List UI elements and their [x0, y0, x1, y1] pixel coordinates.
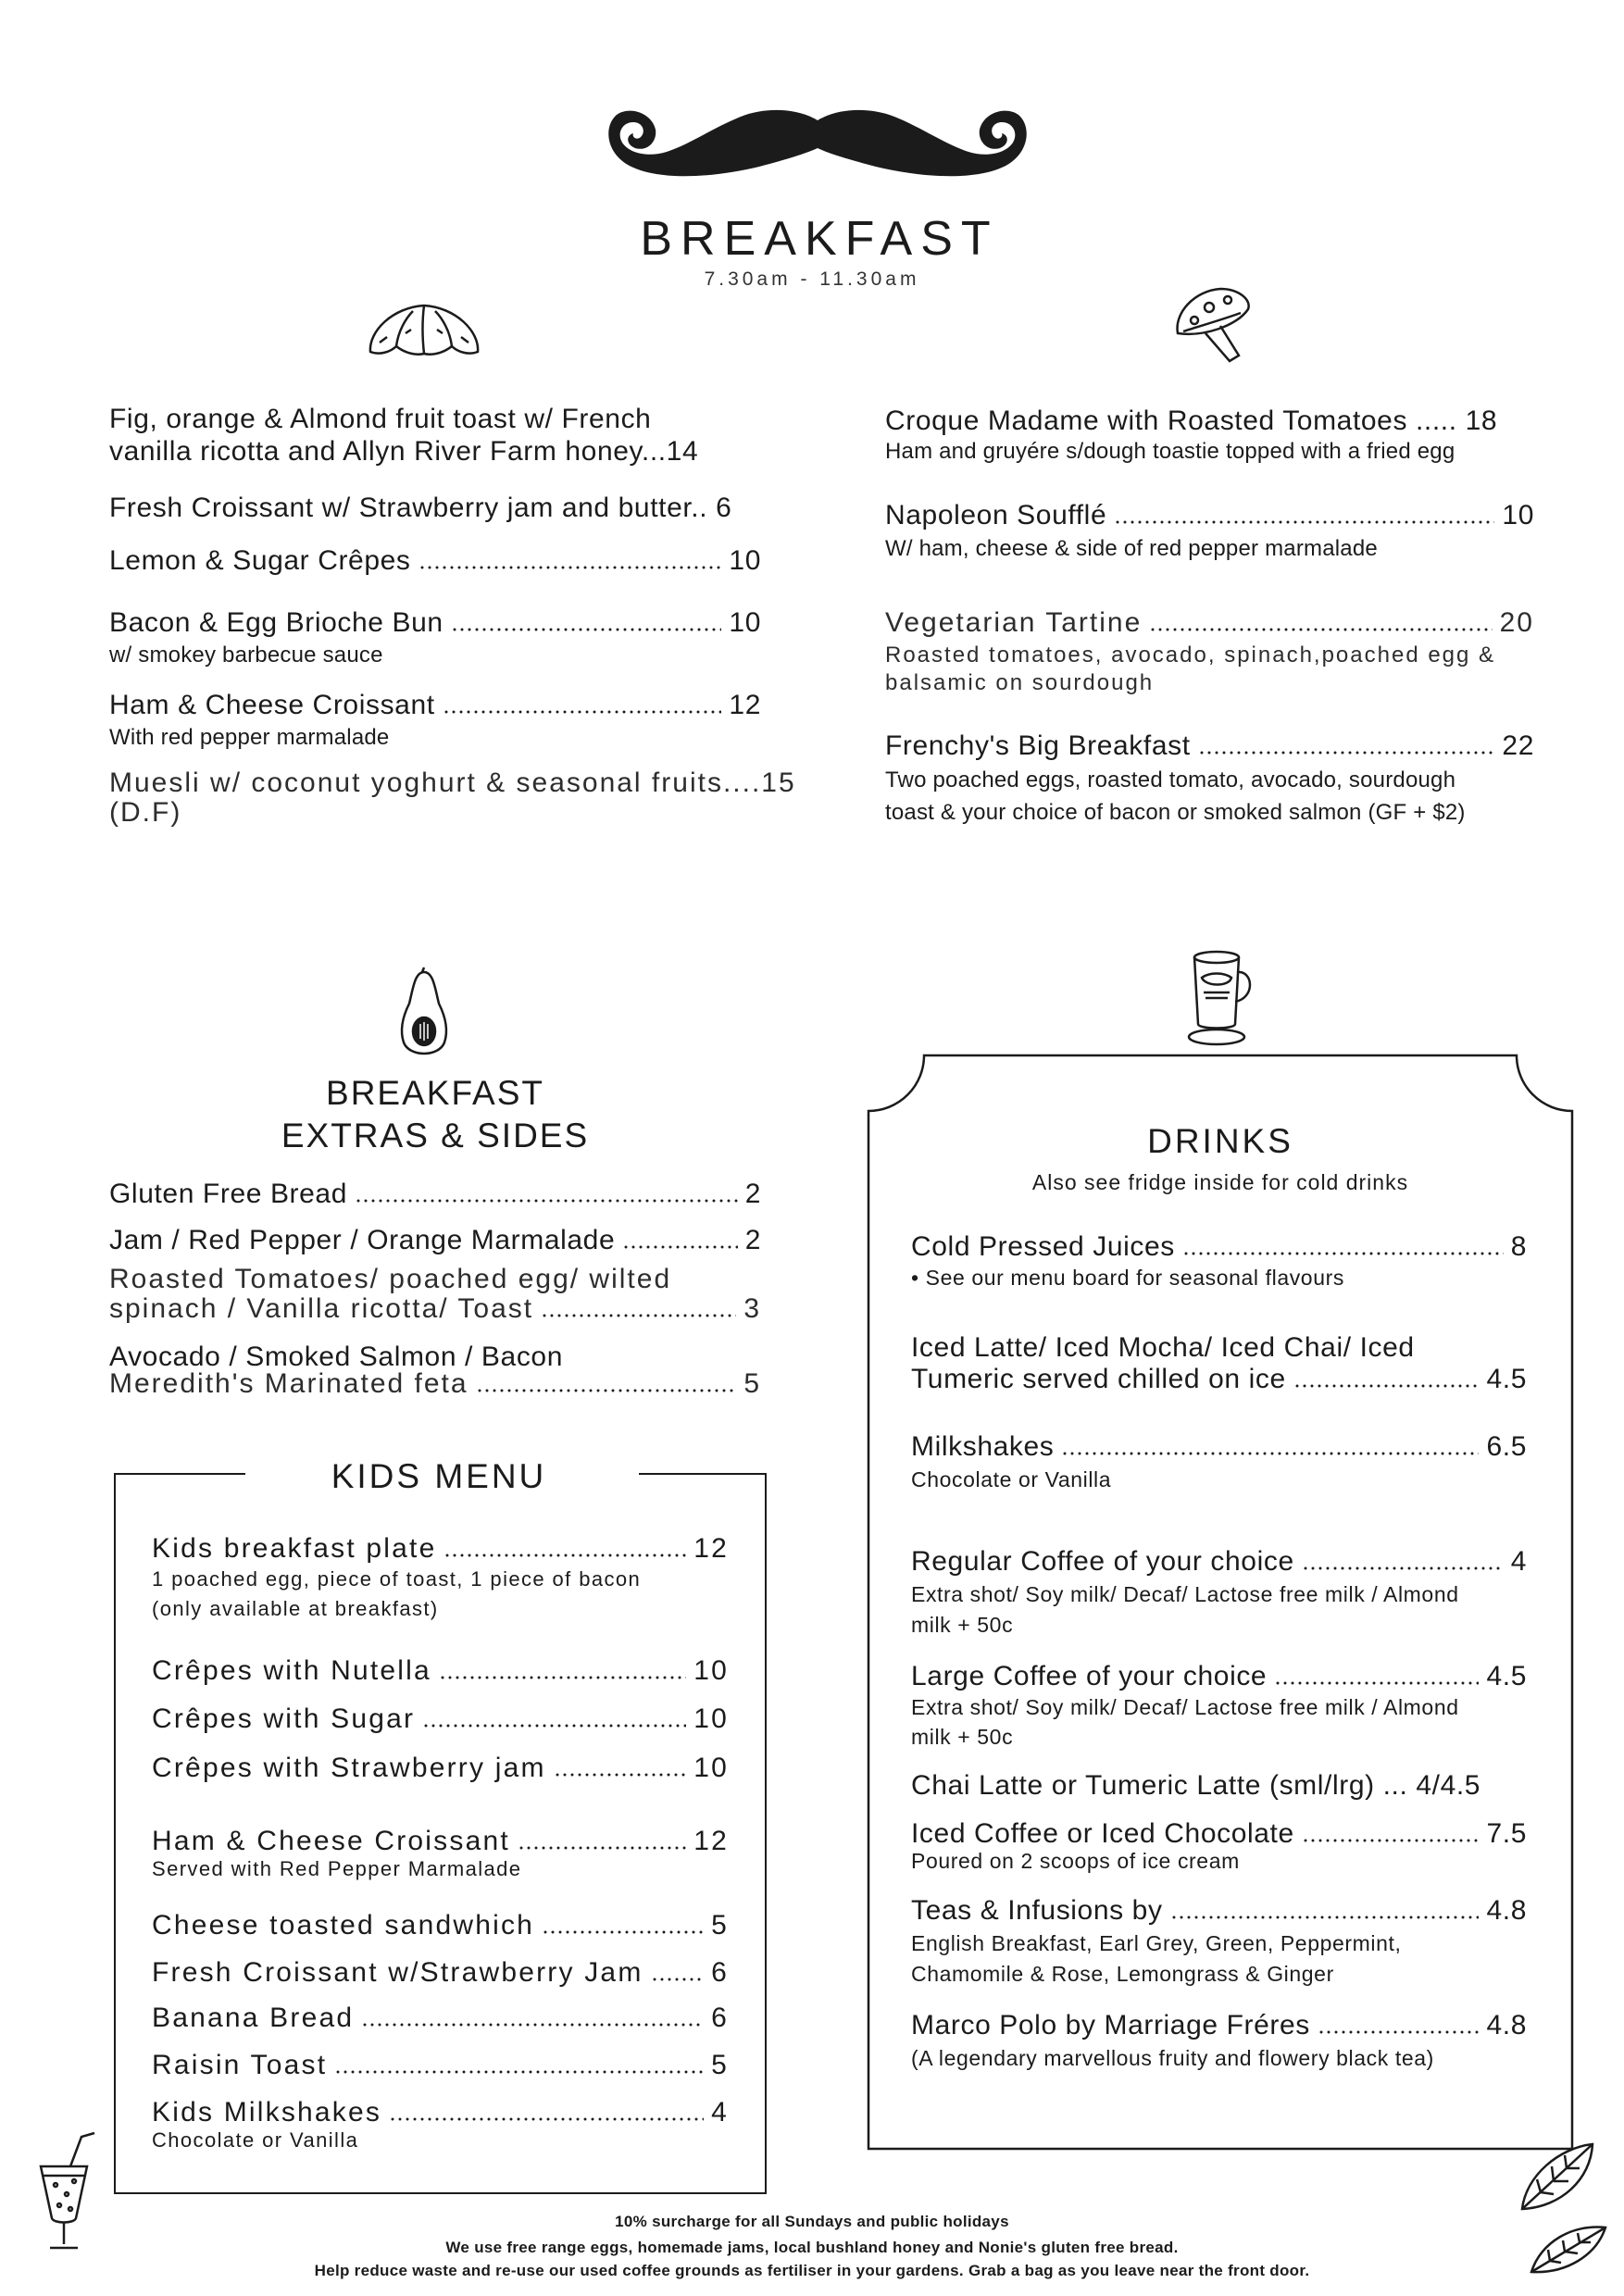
menu-item-name: (D.F)	[109, 797, 182, 828]
kids-menu-heading: KIDS MENU	[331, 1457, 547, 1495]
menu-item-name: Napoleon Soufflé	[885, 500, 1107, 530]
dot-leader	[1114, 520, 1494, 524]
menu-item-description: milk + 50c	[911, 1725, 1014, 1749]
menu-item-name: Regular Coffee of your choice	[911, 1546, 1294, 1577]
menu-item-price: 8	[1510, 1231, 1527, 1262]
dot-leader	[651, 1978, 705, 1981]
menu-item-name: Gluten Free Bread	[109, 1179, 347, 1209]
menu-item-name: Vegetarian Tartine	[885, 607, 1143, 638]
menu-item-name: vanilla ricotta and Allyn River Farm honey...14	[109, 436, 699, 467]
footer-coffee-grounds-note: Help reduce waste and re-use our used coffee grounds as fertiliser in your gardens. Grab a bag as you leave near the front door.	[314, 2262, 1310, 2279]
menu-item-name: Milkshakes	[911, 1431, 1055, 1462]
menu-item-price: 5	[743, 1368, 761, 1399]
menu-item-price: 20	[1499, 607, 1534, 638]
menu-item-description: Extra shot/ Soy milk/ Decaf/ Lactose free milk / Almond	[911, 1582, 1459, 1606]
dot-leader	[1293, 1384, 1480, 1388]
menu-item-price: 10	[729, 607, 761, 638]
menu-item-name: Lemon & Sugar Crêpes	[109, 545, 411, 576]
footer-surcharge-note: 10% surcharge for all Sundays and public holidays	[615, 2213, 1009, 2230]
extras-heading-line1: BREAKFAST	[326, 1074, 544, 1112]
menu-item-name: Raisin Toast	[152, 2050, 328, 2080]
dot-leader	[542, 1930, 704, 1934]
menu-item-name: Teas & Infusions by	[911, 1895, 1163, 1926]
dot-leader	[361, 2023, 704, 2027]
menu-item-name: Frenchy's Big Breakfast	[885, 730, 1191, 761]
dot-leader	[541, 1314, 736, 1317]
dot-leader	[443, 1554, 686, 1557]
menu-item-description: toast & your choice of bacon or smoked salmon (GF + $2)	[885, 800, 1466, 825]
menu-item-name: spinach / Vanilla ricotta/ Toast	[109, 1293, 534, 1324]
menu-item-description: Chocolate or Vanilla	[911, 1467, 1112, 1491]
drinks-heading: DRINKS	[1147, 1122, 1293, 1160]
dot-leader	[1274, 1681, 1479, 1685]
menu-item-name: Fresh Croissant w/ Strawberry jam and butter.. 6	[109, 493, 732, 523]
footer-ingredients-note: We use free range eggs, homemade jams, local bushland honey and Nonie's gluten free bread.	[445, 2239, 1179, 2256]
menu-item-description: Roasted tomatoes, avocado, spinach,poached egg &	[885, 643, 1496, 668]
menu-item-name: Croque Madame with Roasted Tomatoes ..... 18	[885, 406, 1498, 436]
menu-item-price: 4.5	[1486, 1364, 1527, 1394]
menu-item-name: Roasted Tomatoes/ poached egg/ wilted	[109, 1264, 672, 1294]
menu-item-price: 5	[711, 1910, 729, 1940]
dot-leader	[334, 2070, 704, 2074]
drinks-subtitle: Also see fridge inside for cold drinks	[1031, 1170, 1409, 1194]
menu-item-price: 12	[693, 1826, 729, 1856]
menu-item-name: Ham & Cheese Croissant	[152, 1826, 510, 1856]
menu-item-name: Avocado / Smoked Salmon / Bacon	[109, 1341, 563, 1372]
menu-item-price: 4.8	[1486, 1895, 1527, 1926]
dot-leader	[389, 2117, 704, 2121]
dot-leader	[1182, 1252, 1504, 1255]
menu-item-description: w/ smokey barbecue sauce	[109, 643, 383, 668]
menu-item-description: English Breakfast, Earl Grey, Green, Peppermint,	[911, 1931, 1402, 1955]
menu-item-price: 2	[744, 1179, 761, 1209]
menu-item-name: Fig, orange & Almond fruit toast w/ French	[109, 404, 652, 434]
menu-item-description: Poured on 2 scoops of ice cream	[911, 1849, 1240, 1873]
dot-leader	[1302, 1566, 1504, 1570]
menu-item-name: Marco Polo by Marriage Fréres	[911, 2010, 1310, 2040]
dot-leader	[554, 1773, 687, 1777]
dot-leader	[439, 1676, 686, 1679]
dot-leader	[451, 628, 722, 631]
dot-leader	[1198, 751, 1495, 755]
menu-item-description: W/ ham, cheese & side of red pepper marmalade	[885, 536, 1378, 561]
dot-leader	[422, 1724, 686, 1728]
menu-item-description: (only available at breakfast)	[152, 1597, 439, 1620]
menu-item-name: Banana Bread	[152, 2003, 355, 2033]
menu-item-name: Iced Latte/ Iced Mocha/ Iced Chai/ Iced	[911, 1332, 1415, 1363]
menu-item-price: 12	[693, 1533, 729, 1564]
dot-leader	[1318, 2030, 1480, 2034]
menu-item-name: Kids Milkshakes	[152, 2097, 382, 2128]
menu-item-name: Fresh Croissant w/Strawberry Jam	[152, 1957, 643, 1988]
menu-item-price: 6	[711, 2003, 729, 2033]
dot-leader	[476, 1389, 737, 1392]
menu-item-description: (A legendary marvellous fruity and flowery black tea)	[911, 2046, 1434, 2070]
menu-item-price: 4.8	[1486, 2010, 1527, 2040]
menu-item-name: Cheese toasted sandwhich	[152, 1910, 535, 1940]
menu-item-name: Jam / Red Pepper / Orange Marmalade	[109, 1225, 616, 1255]
dot-leader	[1061, 1452, 1479, 1455]
dot-leader	[622, 1245, 737, 1249]
page-title: BREAKFAST	[640, 212, 999, 266]
menu-item-description: milk + 50c	[911, 1613, 1014, 1637]
menu-item-price: 10	[693, 1703, 729, 1734]
menu-item-description: • See our menu board for seasonal flavours	[911, 1266, 1344, 1290]
menu-item-price: 22	[1502, 730, 1534, 761]
opening-hours: 7.30am - 11.30am	[704, 268, 920, 290]
menu-item-description: balsamic on sourdough	[885, 670, 1155, 695]
menu-item-name: Crêpes with Strawberry jam	[152, 1753, 546, 1783]
menu-item-name: Cold Pressed Juices	[911, 1231, 1175, 1262]
menu-item-name: Ham & Cheese Croissant	[109, 690, 435, 720]
menu-item-price: 12	[729, 690, 761, 720]
menu-item-price: 7.5	[1486, 1818, 1527, 1849]
menu-item-price: 2	[744, 1225, 761, 1255]
menu-item-price: 10	[693, 1753, 729, 1783]
menu-item-price: 6.5	[1486, 1431, 1527, 1462]
menu-item-name: Crêpes with Sugar	[152, 1703, 416, 1734]
menu-item-description: Ham and gruyére s/dough toastie topped with a fried egg	[885, 439, 1455, 464]
menu-item-name: Iced Coffee or Iced Chocolate	[911, 1818, 1294, 1849]
menu-item-name: Meredith's Marinated feta	[109, 1368, 468, 1399]
dot-leader	[355, 1199, 738, 1203]
dot-leader	[1170, 1915, 1480, 1919]
dot-leader	[418, 566, 722, 569]
menu-item-price: 5	[711, 2050, 729, 2080]
menu-item-name: Large Coffee of your choice	[911, 1661, 1268, 1691]
dot-leader	[1302, 1839, 1480, 1842]
menu-item-description: Extra shot/ Soy milk/ Decaf/ Lactose free milk / Almond	[911, 1695, 1459, 1719]
menu-item-name: Chai Latte or Tumeric Latte (sml/lrg) ... 4/4.5	[911, 1770, 1481, 1801]
menu-item-price: 10	[1502, 500, 1534, 530]
menu-item-description: Chamomile & Rose, Lemongrass & Ginger	[911, 1962, 1334, 1986]
menu-item-name: Tumeric served chilled on ice	[911, 1364, 1286, 1394]
menu-item-description: With red pepper marmalade	[109, 725, 390, 750]
dot-leader	[1149, 628, 1492, 631]
menu-item-price: 4	[1510, 1546, 1527, 1577]
menu-item-description: Two poached eggs, roasted tomato, avocado, sourdough	[885, 767, 1456, 792]
dot-leader	[443, 710, 722, 714]
menu-item-description: 1 poached egg, piece of toast, 1 piece of bacon	[152, 1567, 642, 1591]
juice-glass-icon	[33, 2129, 100, 2255]
menu-item-name: Bacon & Egg Brioche Bun	[109, 607, 443, 638]
menu-item-name: Crêpes with Nutella	[152, 1655, 431, 1686]
menu-item-price: 6	[711, 1957, 729, 1988]
extras-heading-line2: EXTRAS & SIDES	[281, 1117, 590, 1154]
menu-item-description: Chocolate or Vanilla	[152, 2128, 359, 2152]
menu-item-price: 10	[693, 1655, 729, 1686]
menu-item-price: 10	[729, 545, 761, 576]
menu-item-price: 4.5	[1486, 1661, 1527, 1691]
menu-item-description: Served with Red Pepper Marmalade	[152, 1857, 522, 1880]
menu-item-name: Kids breakfast plate	[152, 1533, 437, 1564]
menu-item-price: 4	[711, 2097, 729, 2128]
dot-leader	[518, 1846, 686, 1850]
menu-item-price: 3	[743, 1293, 761, 1324]
menu-item-name: Muesli w/ coconut yoghurt & seasonal fruits....15	[109, 767, 796, 798]
